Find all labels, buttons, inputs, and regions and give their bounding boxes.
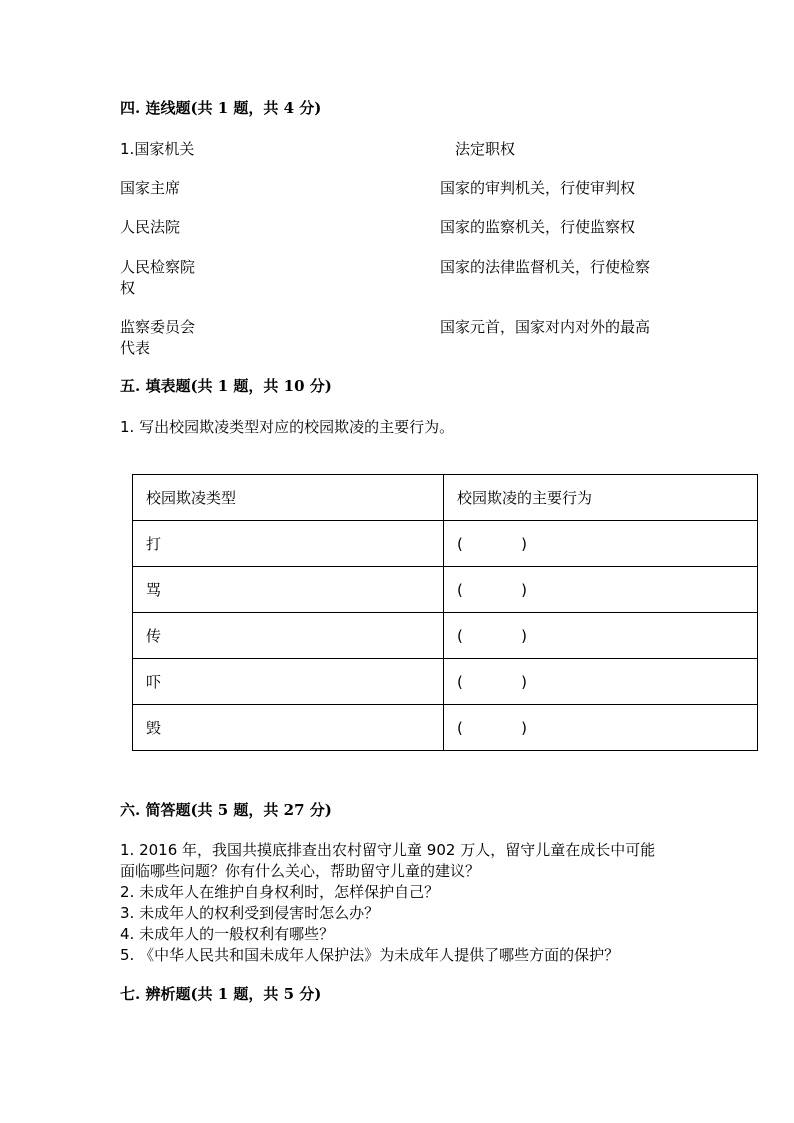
question-item: 3. 未成年人的权利受到侵害时怎么办？ bbox=[120, 904, 380, 922]
matching-overflow-text: 代表 bbox=[120, 339, 151, 357]
bullying-table bbox=[132, 474, 758, 751]
matching-right-item: 国家的法律监督机关，行使检察 bbox=[440, 258, 651, 276]
section-5-title: 五. 填表题(共 1 题，共 10 分) bbox=[120, 377, 332, 395]
table-header-cell: 校园欺凌的主要行为 bbox=[444, 475, 758, 521]
matching-left-item: 监察委员会 bbox=[120, 318, 196, 336]
matching-overflow-text: 权 bbox=[120, 279, 136, 297]
matching-left-item: 人民检察院 bbox=[120, 258, 196, 276]
answer-blank-cell[interactable] bbox=[444, 521, 758, 567]
matching-right-item: 国家元首，国家对内对外的最高 bbox=[440, 318, 651, 336]
question-item-continuation: 面临哪些问题？你有什么关心，帮助留守儿童的建议？ bbox=[120, 862, 481, 880]
answer-parentheses: ( ) bbox=[457, 718, 527, 737]
bullying-type-cell: 骂 bbox=[133, 567, 444, 613]
table-row bbox=[133, 613, 758, 659]
matching-right-item: 国家的审判机关，行使审判权 bbox=[440, 179, 636, 197]
table-row bbox=[133, 567, 758, 613]
bullying-type-cell: 传 bbox=[133, 613, 444, 659]
bullying-type-cell: 毁 bbox=[133, 705, 444, 751]
matching-left-item: 人民法院 bbox=[120, 218, 181, 236]
section-4-title: 四. 连线题(共 1 题，共 4 分) bbox=[120, 99, 322, 117]
answer-parentheses: ( ) bbox=[457, 580, 527, 599]
bullying-type-cell: 打 bbox=[133, 521, 444, 567]
matching-left-item: 国家主席 bbox=[120, 179, 181, 197]
answer-blank-cell[interactable] bbox=[444, 659, 758, 705]
table-header-row bbox=[133, 475, 758, 521]
matching-left-label: 国家机关 bbox=[134, 140, 195, 158]
question-item: 5. 《中华人民共和国未成年人保护法》为未成年人提供了哪些方面的保护？ bbox=[120, 946, 620, 964]
section-6-title: 六. 简答题(共 5 题，共 27 分) bbox=[120, 801, 332, 819]
question-item: 2. 未成年人在维护自身权利时，怎样保护自己？ bbox=[120, 883, 440, 901]
question-item: 4. 未成年人的一般权利有哪些？ bbox=[120, 925, 335, 943]
section-7-title: 七. 辨析题(共 1 题，共 5 分) bbox=[120, 985, 322, 1003]
answer-blank-cell[interactable] bbox=[444, 613, 758, 659]
question-item: 1. 2016 年，我国共摸底排查出农村留守儿童 902 万人，留守儿童在成长中可能 bbox=[120, 841, 656, 859]
bullying-type-cell: 吓 bbox=[133, 659, 444, 705]
answer-blank-cell[interactable] bbox=[444, 567, 758, 613]
table-question: 1. 写出校园欺凌类型对应的校园欺凌的主要行为。 bbox=[120, 418, 455, 436]
matching-left-item bbox=[120, 138, 194, 159]
answer-parentheses: ( ) bbox=[457, 672, 527, 691]
table-row bbox=[133, 705, 758, 751]
table-row bbox=[133, 521, 758, 567]
matching-right-item: 法定职权 bbox=[455, 140, 516, 158]
answer-blank-cell[interactable] bbox=[444, 705, 758, 751]
table-header-cell: 校园欺凌类型 bbox=[133, 475, 444, 521]
matching-right-item: 国家的监察机关，行使监察权 bbox=[440, 218, 636, 236]
table-row bbox=[133, 659, 758, 705]
answer-parentheses: ( ) bbox=[457, 626, 527, 645]
answer-parentheses: ( ) bbox=[457, 534, 527, 553]
question-number: 1. bbox=[120, 140, 135, 158]
